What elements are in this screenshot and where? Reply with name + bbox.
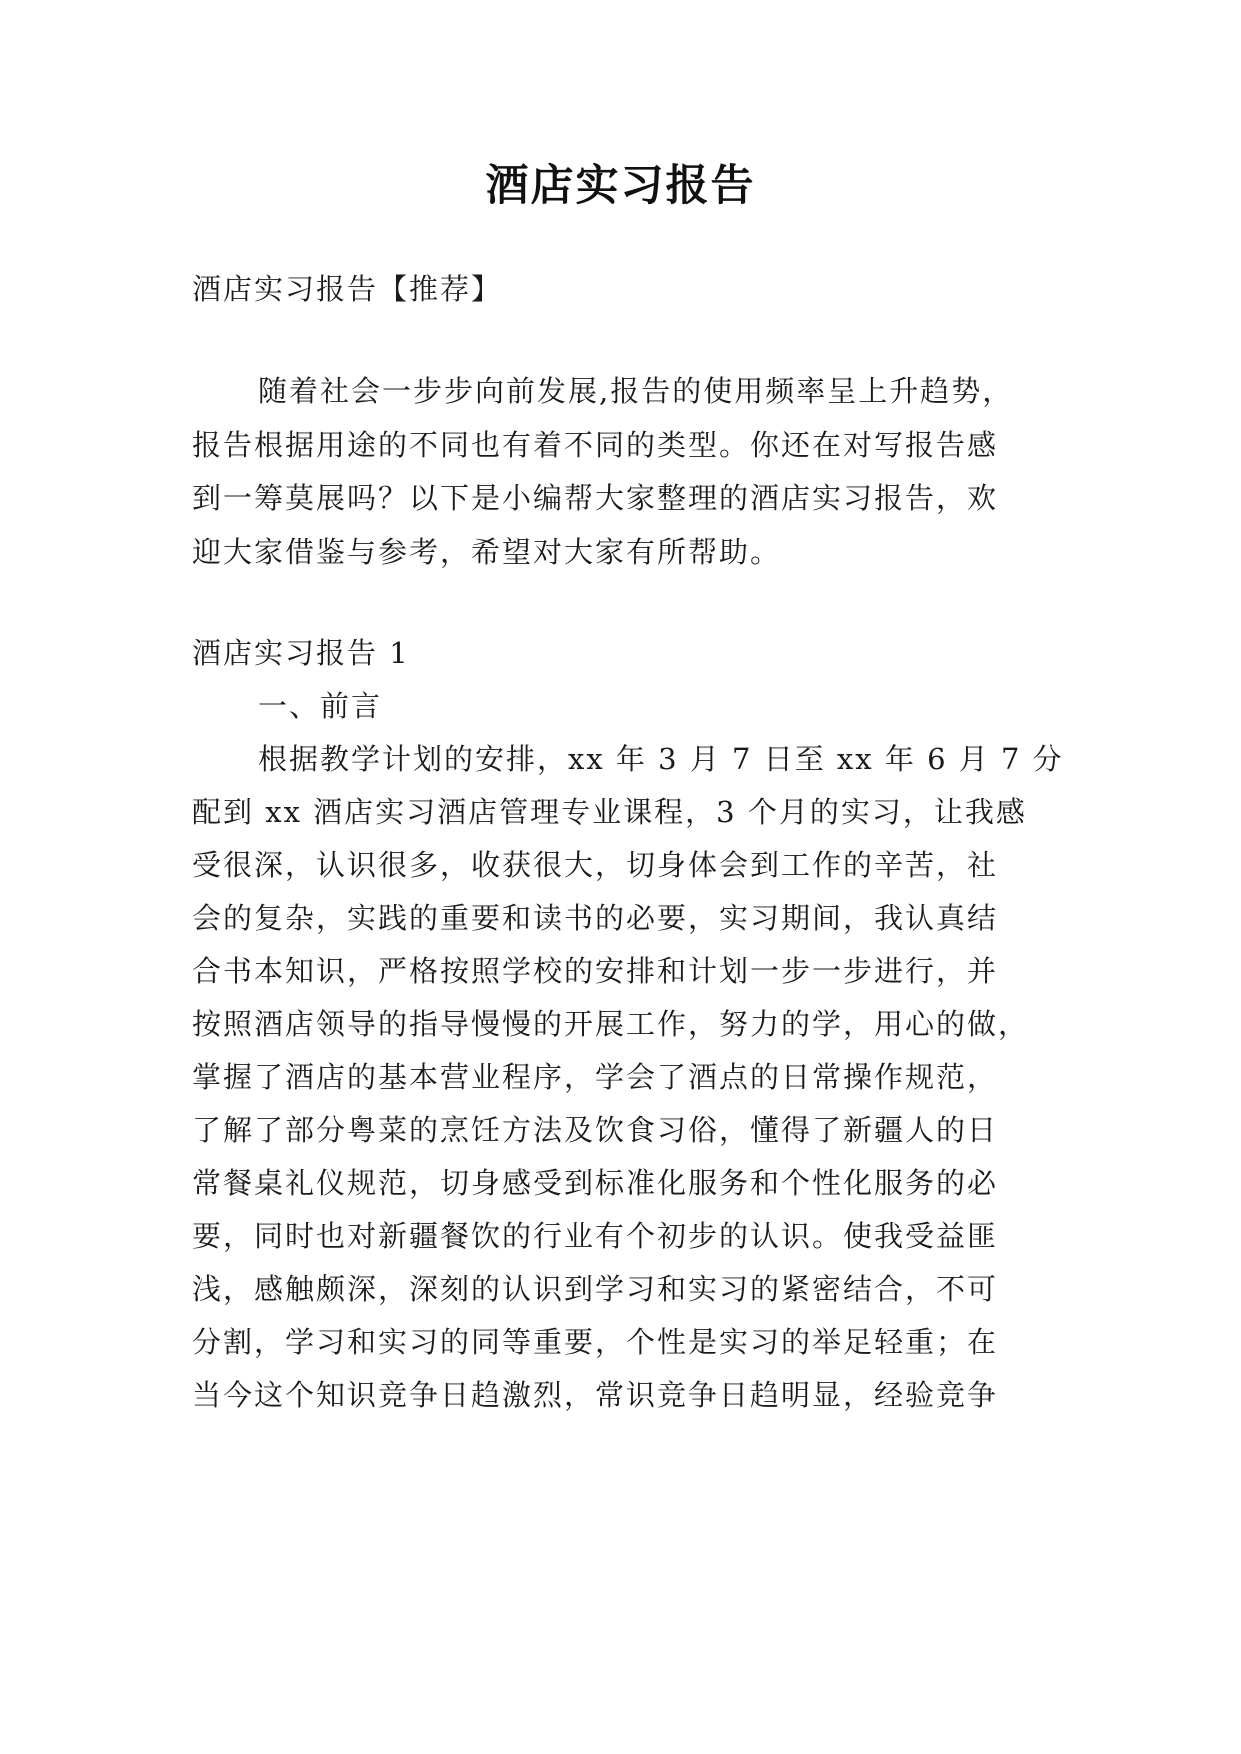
body-line: 合书本知识，严格按照学校的安排和计划一步一步进行，并	[192, 954, 999, 988]
body-line: 根据教学计划的安排，xx 年 3 月 7 日至 xx 年 6 月 7 分	[258, 742, 1064, 776]
intro-line: 迎大家借鉴与参考，希望对大家有所帮助。	[192, 535, 782, 569]
document-subtitle: 酒店实习报告【推荐】	[192, 272, 503, 306]
body-line: 分割，学习和实习的同等重要，个性是实习的举足轻重；在	[192, 1325, 999, 1359]
body-line: 了解了部分粤菜的烹饪方法及饮食习俗，懂得了新疆人的日	[192, 1113, 999, 1147]
body-line: 按照酒店领导的指导慢慢的开展工作，努力的学，用心的做，	[192, 1007, 1030, 1041]
subsection-heading: 一、前言	[258, 689, 383, 723]
body-line: 配到 xx 酒店实习酒店管理专业课程，3 个月的实习，让我感	[192, 795, 1027, 829]
intro-line: 到一筹莫展吗？以下是小编帮大家整理的酒店实习报告，欢	[192, 481, 999, 515]
body-line: 掌握了酒店的基本营业程序，学会了酒点的日常操作规范，	[192, 1060, 999, 1094]
section-heading: 酒店实习报告 1	[192, 636, 410, 670]
body-line: 要，同时也对新疆餐饮的行业有个初步的认识。使我受益匪	[192, 1219, 999, 1253]
intro-line: 随着社会一步步向前发展,报告的使用频率呈上升趋势，	[258, 374, 1014, 408]
body-line: 常餐桌礼仪规范，切身感受到标准化服务和个性化服务的必	[192, 1166, 999, 1200]
body-line: 受很深，认识很多，收获很大，切身体会到工作的辛苦，社	[192, 848, 999, 882]
body-line: 会的复杂，实践的重要和读书的必要，实习期间，我认真结	[192, 901, 999, 935]
body-line: 当今这个知识竞争日趋激烈，常识竞争日趋明显，经验竞争	[192, 1378, 999, 1412]
document-title: 酒店实习报告	[485, 161, 756, 211]
intro-line: 报告根据用途的不同也有着不同的类型。你还在对写报告感	[192, 428, 999, 462]
body-line: 浅，感触颇深，深刻的认识到学习和实习的紧密结合，不可	[192, 1272, 999, 1306]
